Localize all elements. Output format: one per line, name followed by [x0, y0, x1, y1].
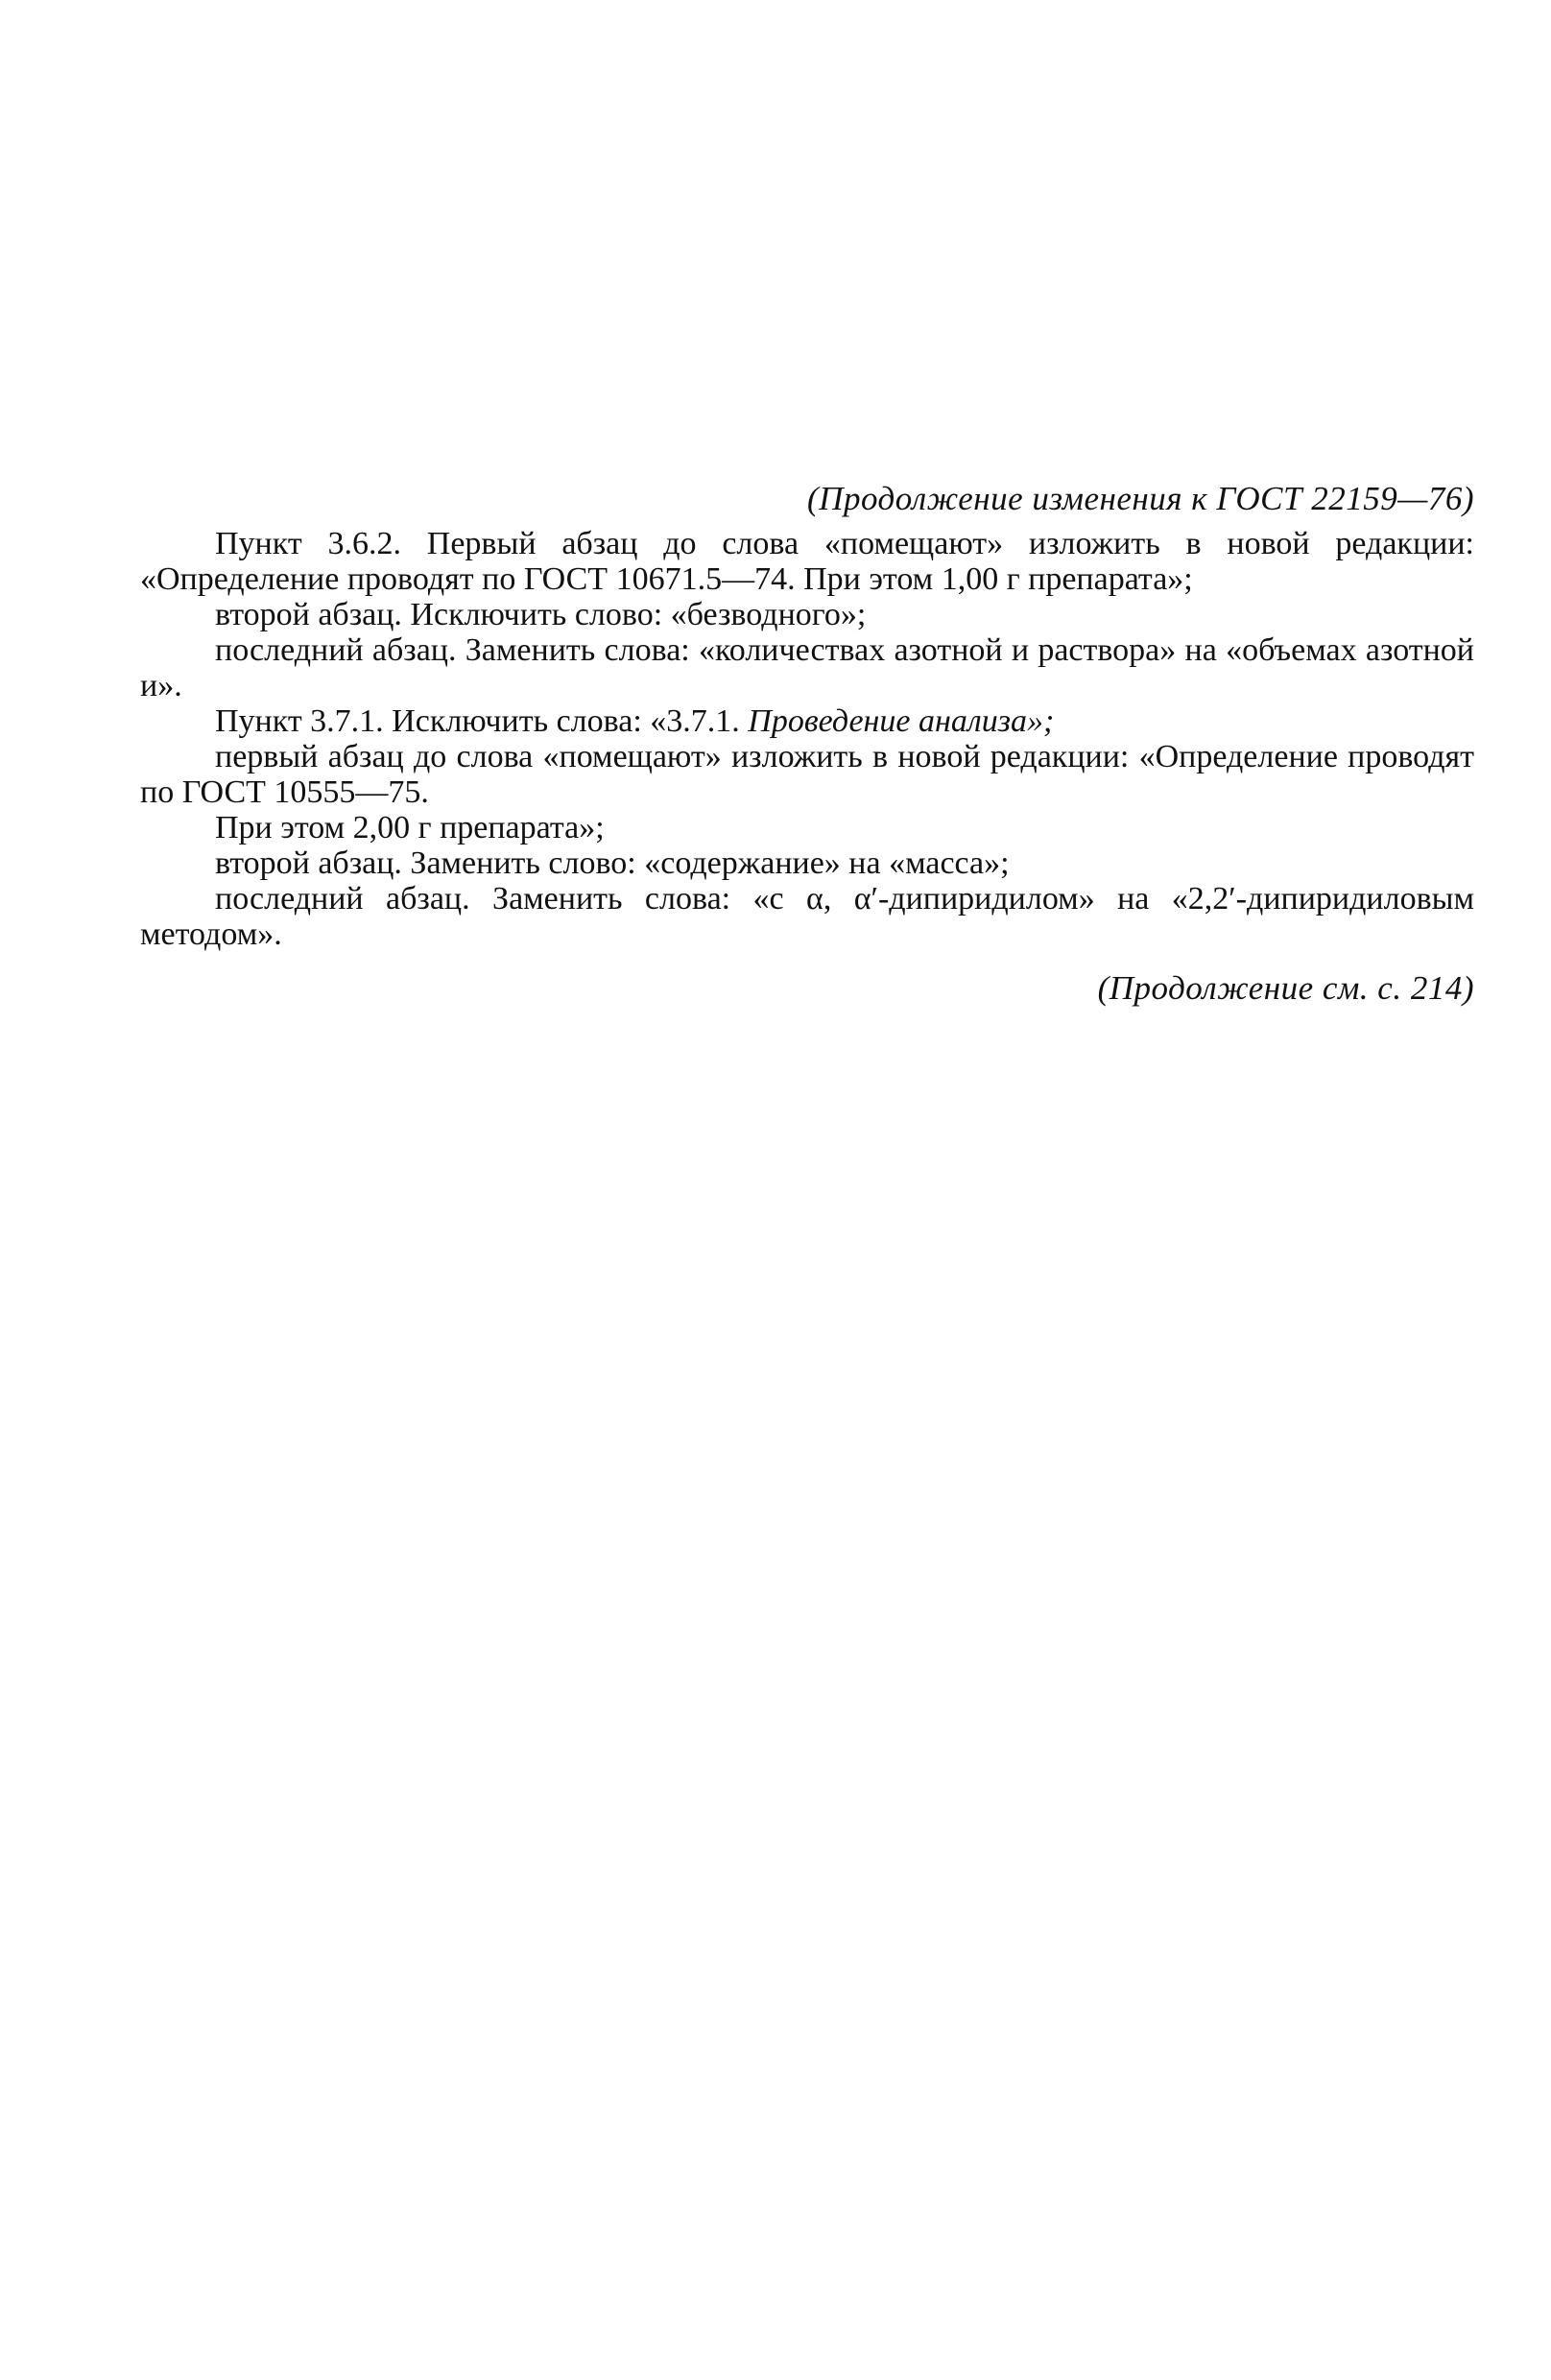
paragraph-second-abzac-2: второй абзац. Заменить слово: «содержание» на «масса»;: [215, 845, 1010, 881]
paragraph-3-6-2: Пункт 3.6.2. Первый абзац до слова «помещают» изложить в новой редакции: «Определение проводят по ГОСТ 10671.5—74. При этом 1,00 г препарата»;: [140, 526, 1474, 597]
paragraph-last-abzac-2: последний абзац. Заменить слова: «с α, α′-дипиридилом» на «2,2′-дипиридиловым методом».: [140, 881, 1474, 952]
continuation-footer: (Продолжение см. с. 214): [1097, 969, 1474, 1007]
amendment-text: [140, 526, 1474, 952]
paragraph-first-abzac: первый абзац до слова «помещают» изложить в новой редакции: «Определение проводят по ГОСТ 10555—75.: [140, 739, 1474, 810]
paragraph-last-abzac: последний абзац. Заменить слова: «количествах азотной и раствора» на «объемах азотной и».: [140, 632, 1474, 703]
paragraph-3-7-1-text: Пункт 3.7.1. Исключить слова: «3.7.1.: [215, 703, 749, 739]
paragraph-3-7-1: [140, 703, 1474, 739]
paragraph-mass-2g: При этом 2,00 г препарата»;: [215, 810, 605, 845]
continuation-header: (Продолжение изменения к ГОСТ 22159—76): [807, 480, 1474, 517]
paragraph-second-abzac: второй абзац. Исключить слово: «безводного»;: [215, 597, 867, 632]
paragraph-3-7-1-italic: Проведение анализа»;: [748, 703, 1055, 739]
document-page: [140, 478, 1474, 1010]
